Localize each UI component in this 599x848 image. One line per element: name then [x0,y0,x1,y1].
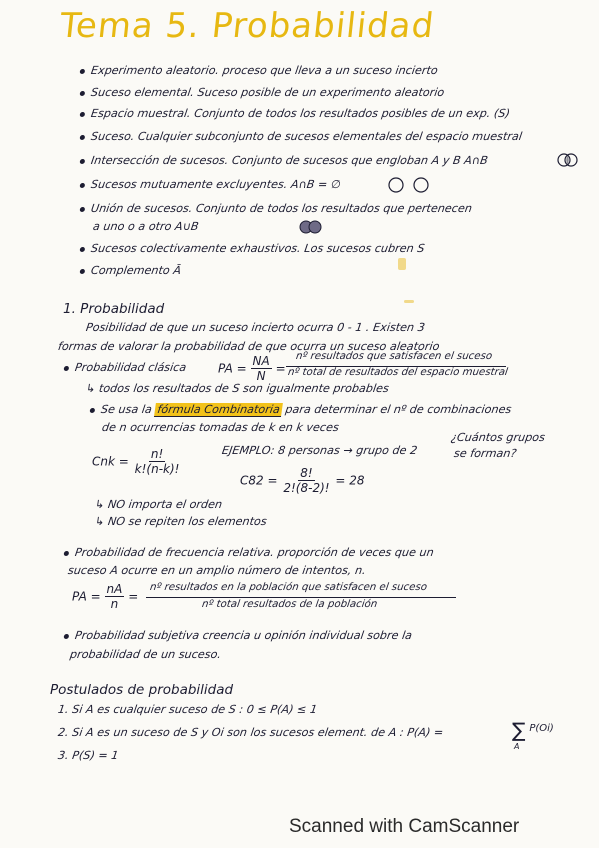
list-item: Se usa la fórmula Combinatoria para determinar el nº de combinaciones [89,403,512,416]
paragraph-line: de n ocurrencias tomadas de k en k veces [101,421,340,434]
list-item: Complemento Ā [79,264,182,277]
note: ↳ NO se repiten los elementos [94,515,268,528]
paragraph-line: probabilidad de un suceso. [69,648,222,661]
list-item: Probabilidad clásica [63,361,187,374]
paragraph-line: Posibilidad de que un suceso incierto ocurra 0 - 1 . Existen 3 [85,321,426,334]
intersection-circles-icon [556,152,580,168]
question-line: ¿Cuántos grupos [450,431,546,444]
fraction: $\frac{n!}{k!(n-k)!}$ [134,447,180,477]
list-item: 3. P(S) = 1 [57,749,120,762]
fraction: $\frac{8!}{2!(8-2)!}$ [283,466,330,496]
note: ↳ NO importa el orden [94,498,223,511]
list-item: Probabilidad subjetiva creencia u opinión individual sobre la [63,629,413,642]
bullet-icon [64,366,70,371]
scanner-watermark: Scanned with CamScanner [289,816,520,837]
list-item: 2. Si A es un suceso de S y Oi son los sucesos element. de A : P(A) = [57,726,445,739]
example-label: EJEMPLO: 8 personas → grupo de 2 [221,444,419,457]
bullet-icon [80,69,86,74]
list-item-continuation: a uno o a otro A∪B [92,220,200,233]
paragraph-line: formas de valorar la probabilidad de que ocurra un suceso aleatorio [57,340,441,353]
fraction: $\frac{nA}{n}$ [106,582,123,612]
summation-index: A [514,742,520,751]
formula-ejemplo: C82 = $\frac{8!}{2!(8-2)!}$ = 28 [240,466,365,496]
highlighted-term: fórmula Combinatoria [154,403,282,417]
ink-mark [398,258,406,270]
question-line: se forman? [453,447,518,460]
list-item: Unión de sucesos. Conjunto de todos los resultados que pertenecen [79,202,473,215]
bullet-icon [80,159,86,164]
list-item: Espacio muestral. Conjunto de todos los resultados posibles de un exp. (S) [79,107,511,120]
formula-combinatoria: Cnk = $\frac{n!}{k!(n-k)!}$ [92,447,180,477]
section-heading: Postulados de probabilidad [50,682,234,698]
bullet-icon [64,634,70,639]
list-item: Sucesos colectivamente exhaustivos. Los sucesos cubren S [79,242,425,255]
list-item: Suceso elemental. Suceso posible de un experimento aleatorio [79,86,445,99]
formula-frecuencia: PA = $\frac{nA}{n}$ = [72,582,139,612]
bullet-icon [80,183,86,188]
bullet-icon [90,408,96,413]
section-heading: 1. Probabilidad [63,301,165,317]
formula-clasica: PA = $\frac{NA}{N}$ = [218,354,286,384]
list-item: Suceso. Cualquier subconjunto de sucesos elementales del espacio muestral [79,130,523,143]
list-item: Sucesos mutuamente excluyentes. A∩B = ∅ [79,178,342,191]
list-item: Intersección de sucesos. Conjunto de sucesos que engloban A y B A∩B [79,154,489,167]
bullet-icon [80,207,86,212]
bullet-icon [80,247,86,252]
bullet-icon [80,269,86,274]
paragraph-line: suceso A ocurre en un amplio número de intentos, n. [67,564,367,577]
fraction-text-den: nº total resultados de la población [201,599,378,610]
fraction-text-num: nº resultados que satisfacen el suceso [295,351,493,362]
fraction: $\frac{NA}{N}$ [252,354,270,384]
summation: ∑ $^{P(Oi)}$ [512,718,554,742]
list-item: Experimento aleatorio. proceso que lleva a un suceso incierto [79,64,439,77]
fraction-line [146,597,456,598]
disjoint-circles-icon [386,176,434,194]
fraction-text-num: nº resultados en la población que satisfacen el suceso [149,582,428,593]
note: ↳ todos los resultados de S son igualmente probables [85,382,390,395]
bullet-icon [80,91,86,96]
bullet-icon [80,135,86,140]
list-item: Probabilidad de frecuencia relativa. proporción de veces que un [63,546,435,559]
fraction-text-den: nº total de resultados del espacio muestral [287,367,509,378]
union-circles-icon [296,219,326,235]
page-title: Tema 5. Probabilidad [57,6,437,46]
list-item: 1. Si A es cualquier suceso de S : 0 ≤ P(A) ≤ 1 [57,703,318,716]
bullet-icon [64,551,70,556]
ink-mark [404,300,414,303]
bullet-icon [80,112,86,117]
